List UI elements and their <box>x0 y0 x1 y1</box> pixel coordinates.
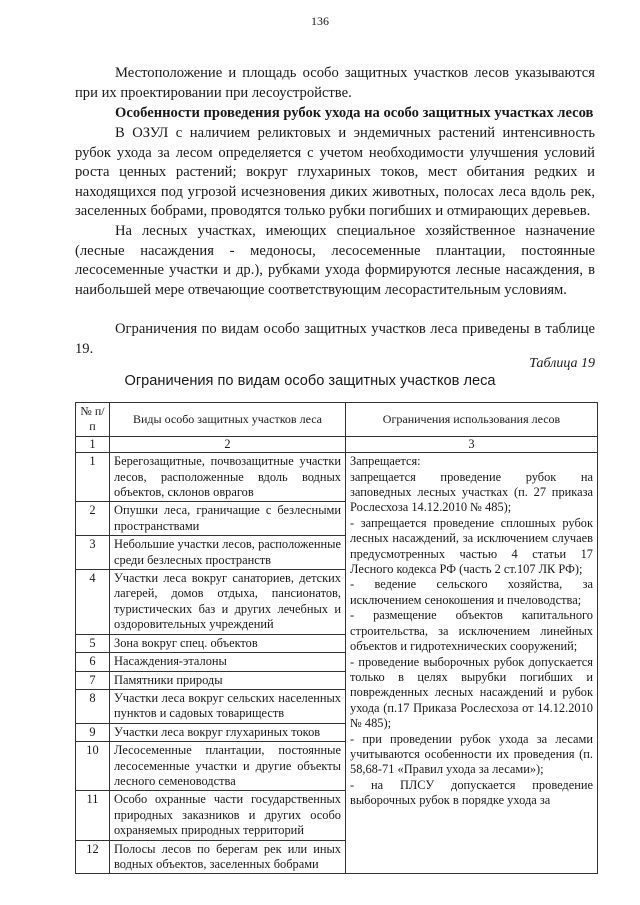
row-kind: Памятники природы <box>110 671 346 689</box>
row-kind: Берегозащитные, почвозащитные участки лесов, расположенные вдоль водных объектов, склонов оврагов <box>110 453 346 502</box>
row-num: 1 <box>76 453 110 502</box>
header-restrictions: Ограничения использования лесов <box>346 403 598 437</box>
header-num: № п/п <box>76 403 110 437</box>
table-title: Ограничения по видам особо защитных участков леса <box>124 373 496 389</box>
row-num: 3 <box>76 536 110 570</box>
header-kind: Виды особо защитных участков леса <box>110 403 346 437</box>
row-kind: Участки леса вокруг сельских населенных пунктов и садовых товариществ <box>110 689 346 723</box>
restriction-item: - при проведении рубок ухода за лесами учитываются особенности их проведения (п. 58,68-71 «Правил ухода за лесами»); <box>350 731 593 777</box>
row-kind: Участки леса вокруг глухариных токов <box>110 723 346 741</box>
row-kind: Насаждения-эталоны <box>110 653 346 671</box>
paragraph-table-reference <box>75 320 595 359</box>
restriction-item: запрещается проведение рубок на заповедных лесных участках (п. 27 приказа Рослесхоза 14.12.2010 № 485); <box>350 469 593 515</box>
restrictions-table <box>75 402 598 874</box>
paragraph-table-reference-text: Ограничения по видам особо защитных участков леса приведены в таблице 19. <box>75 321 595 357</box>
restriction-item: - ведение сельского хозяйства, за исключением сенокошения и пчеловодства; <box>350 577 593 607</box>
row-num: 4 <box>76 570 110 635</box>
column-number: 1 <box>76 436 110 452</box>
restriction-item: - запрещается проведение сплошных рубок лесных насаждений, за исключением случаев предусмотренных частью 4 статьи 17 Лесного кодекса РФ (часть 2 ст.107 ЛК РФ); <box>350 515 593 577</box>
row-kind: Небольшие участки лесов, расположенные среди безлесных пространств <box>110 536 346 570</box>
row-kind: Опушки леса, граничащие с безлесными пространствами <box>110 502 346 536</box>
paragraph-special-purpose <box>75 222 595 300</box>
row-num: 6 <box>76 653 110 671</box>
row-num: 5 <box>76 634 110 652</box>
row-kind: Зона вокруг спец. объектов <box>110 634 346 652</box>
row-num: 12 <box>76 840 110 874</box>
paragraph-location <box>75 64 595 103</box>
table-row <box>76 453 598 502</box>
row-kind: Лесосеменные плантации, постоянные лесосеменные участки и другие объекты лесного семеноводства <box>110 742 346 791</box>
paragraph-special-purpose-text: На лесных участках, имеющих специальное хозяйственное назначение (лесные насаждения - медоносы, лесосеменные плантации, постоянные лесосеменные участки и др.), рубками ухода формируются лесные насаждения, в наибольшей мере отвечающие соответствующим лесорастительным условиям. <box>75 223 595 298</box>
row-num: 10 <box>76 742 110 791</box>
column-number-row <box>76 436 598 452</box>
table-header-row <box>76 403 598 437</box>
row-num: 7 <box>76 671 110 689</box>
restriction-item: - на ПЛСУ допускается проведение выборочных рубок в порядке ухода за <box>350 777 593 808</box>
paragraph-location-text: Местоположение и площадь особо защитных участков лесов указываются при их проектировании при лесоустройстве. <box>75 65 595 101</box>
section-heading <box>75 104 595 124</box>
column-number: 2 <box>110 436 346 452</box>
row-kind: Особо охранные части государственных природных заказников и других особо охраняемых природных территорий <box>110 791 346 840</box>
row-kind: Участки леса вокруг санаториев, детских лагерей, домов отдыха, пансионатов, туристических баз и других лечебных и оздоровительных учреждений <box>110 570 346 635</box>
restriction-item: - размещение объектов капитального строительства, за исключением линейных объектов и гидротехнических сооружений; <box>350 608 593 654</box>
restriction-item: Запрещается: <box>350 454 421 469</box>
paragraph-ozul-text: В ОЗУЛ с наличием реликтовых и эндемичных растений интенсивность рубок ухода за лесом определяется с учетом необходимости улучшения условий роста ценных растений; вокруг глухариных токов, мест обитания редких и находящихся под угрозой исчезновения диких животных, полосах леса вдоль рек, заселенных бобрами, проводятся только рубки погибших и отмирающих деревьев. <box>75 125 595 219</box>
row-num: 8 <box>76 689 110 723</box>
restriction-item: - проведение выборочных рубок допускается только в целях вырубки погибших и поврежденных лесных насаждений и рубок ухода (п.17 Приказа Рослесхоза от 14.12.2010 № 485); <box>350 654 593 731</box>
paragraph-ozul <box>75 124 595 222</box>
section-heading-text: Особенности проведения рубок ухода на особо защитных участках лесов <box>115 105 594 121</box>
row-num: 11 <box>76 791 110 840</box>
row-num: 9 <box>76 723 110 741</box>
column-number: 3 <box>346 436 598 452</box>
table-caption: Таблица 19 <box>529 356 595 371</box>
restrictions-cell <box>346 453 598 874</box>
row-num: 2 <box>76 502 110 536</box>
row-kind: Полосы лесов по берегам рек или иных водных объектов, заселенных бобрами <box>110 840 346 874</box>
page-number: 136 <box>311 14 329 28</box>
